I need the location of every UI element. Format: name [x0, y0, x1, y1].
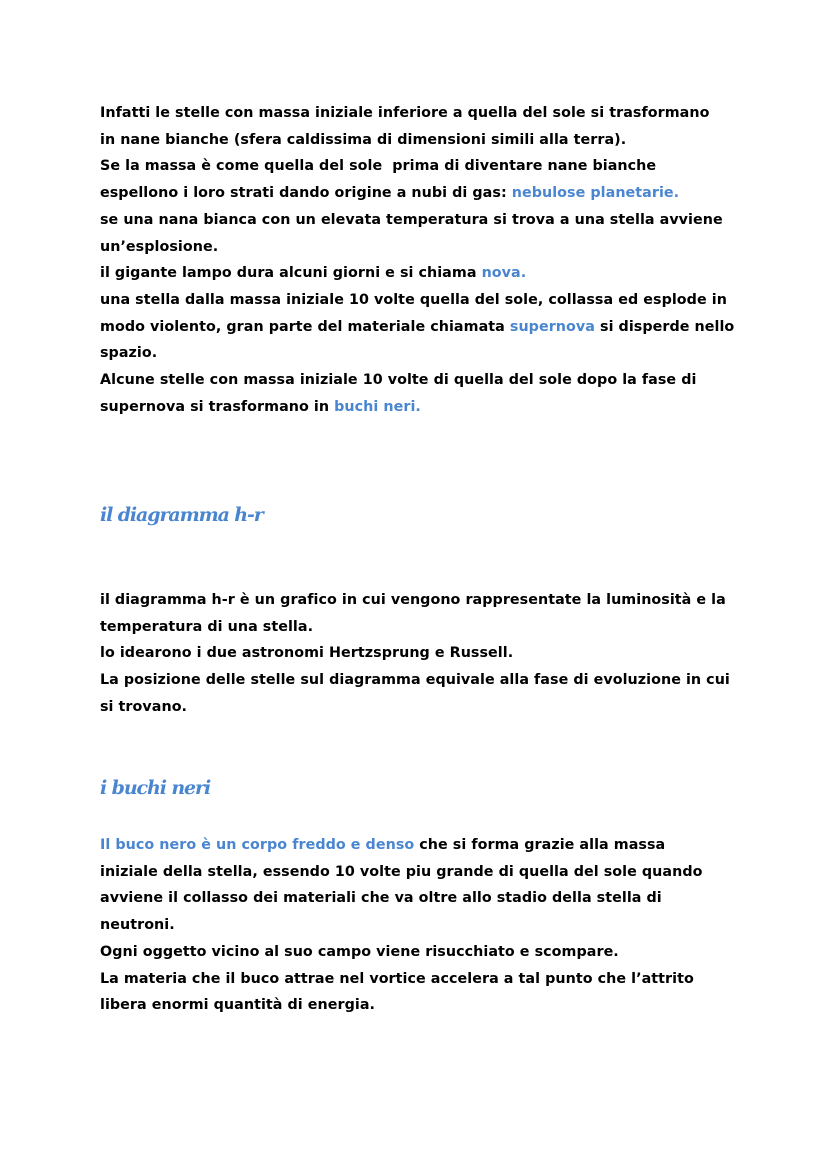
paragraph-buchi-neri: [100, 832, 703, 1019]
text-segment: espellono i loro strati dando origine a nubi di gas:: [100, 185, 512, 202]
text-line: La materia che il buco attrae nel vortice accelera a tal punto che l’attrito: [100, 970, 694, 987]
text-line: il diagramma h-r è un grafico in cui vengono rappresentate la luminosità e la: [100, 592, 726, 608]
text-line: [100, 180, 734, 207]
highlight-nova: nova.: [481, 265, 527, 282]
highlight-supernova: supernova: [509, 318, 595, 335]
text-line: un’esplosione.: [100, 238, 219, 255]
text-segment: il gigante lampo dura alcuni giorni e si chiama: [100, 265, 482, 282]
text-line: [100, 314, 734, 341]
text-line: iniziale della stella, essendo 10 volte piu grande di quella del sole quando: [100, 863, 703, 880]
text-line: in nane bianche (sfera caldissima di dimensioni simili alla terra).: [100, 131, 627, 148]
highlight-buchi-neri: buchi neri.: [334, 398, 421, 415]
text-line: Alcune stelle con massa iniziale 10 volte di quella del sole dopo la fase di: [100, 372, 697, 389]
text-line: avviene il collasso dei materiali che va oltre allo stadio della stella di: [100, 890, 662, 907]
text-line: La posizione delle stelle sul diagramma equivale alla fase di evoluzione in cui: [100, 672, 730, 689]
text-line: [100, 832, 703, 859]
text-line: [100, 260, 734, 287]
highlight-nebulose-planetarie: nebulose planetarie.: [511, 185, 680, 202]
text-line: spazio.: [100, 345, 158, 362]
text-segment: che si forma grazie alla massa: [414, 837, 666, 853]
text-line: Se la massa è come quella del sole prima di diventare nane bianche: [100, 158, 657, 175]
section-heading-diagramma-hr: il diagramma h-r: [100, 504, 263, 526]
text-line: temperatura di una stella.: [100, 618, 314, 635]
text-line: una stella dalla massa iniziale 10 volte quella del sole, collassa ed esplode in: [100, 291, 727, 308]
section-heading-buchi-neri: i buchi neri: [100, 777, 211, 799]
paragraph-star-evolution: [100, 100, 734, 420]
text-line: si trovano.: [100, 698, 188, 715]
text-segment: modo violento, gran parte del materiale chiamata: [100, 318, 510, 335]
text-line: neutroni.: [100, 917, 175, 934]
paragraph-diagramma-hr: [100, 587, 730, 721]
text-line: Infatti le stelle con massa iniziale inferiore a quella del sole si trasformano: [100, 105, 710, 121]
text-segment: si disperde nello: [594, 318, 735, 335]
text-line: Ogni oggetto vicino al suo campo viene risucchiato e scompare.: [100, 943, 619, 960]
text-line: se una nana bianca con un elevata temperatura si trova a una stella avviene: [100, 211, 723, 228]
text-segment: supernova si trasformano in: [100, 398, 335, 415]
highlight-buco-nero: Il buco nero è un corpo freddo e denso: [100, 837, 415, 853]
text-line: [100, 394, 734, 421]
text-line: libera enormi quantità di energia.: [100, 997, 376, 1014]
text-line: lo idearono i due astronomi Hertzsprung e Russell.: [100, 645, 514, 662]
